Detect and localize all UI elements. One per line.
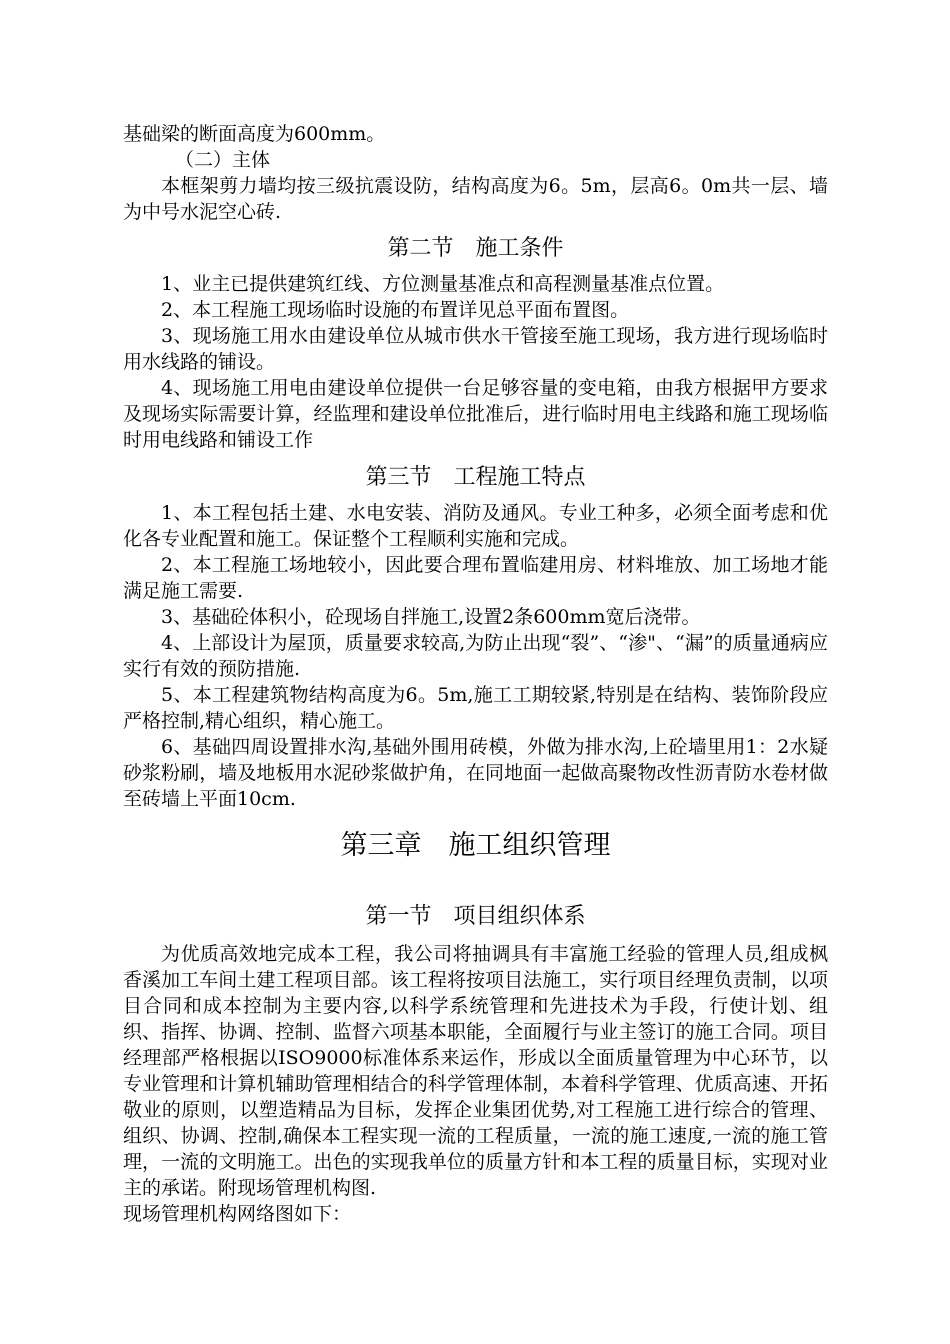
list-item: 3、现场施工用水由建设单位从城市供水干管接至施工现场，我方进行现场临时用水线路的铺设。 [123,325,828,373]
list-item: 6、基础四周设置排水沟,基础外围用砖模，外做为排水沟,上砼墙里用1：2水疑砂浆粉刷，墙及地板用水泥砂浆做护角，在同地面一起做高聚物改性沥青防水卷材做至砖墙上平面10cm. [123,736,828,810]
list-item: 4、现场施工用电由建设单位提供一台足够容量的变电箱，由我方根据甲方要求及现场实际需要计算，经监理和建设单位批准后，进行临时用电主线路和施工现场临时用电线路和铺设工作 [123,377,828,451]
list-item: 2、本工程施工现场临时设施的布置详见总平面布置图。 [161,299,630,321]
chapter-heading: 第三章 施工组织管理 [340,830,611,861]
subheading-main-body: （二）主体 [175,149,271,171]
paragraph-project-organization: 为优质高效地完成本工程，我公司将抽调具有丰富施工经验的管理人员,组成枫香溪加工车间土建工程项目部。该工程将按项目法施工，实行项目经理负责制，以项目合同和成本控制为主要内容,以科学系统管理和先进技术为手段，行使计划、组织、指挥、协调、控制、监督六项基本职能，全面履行与业主签订的施工合同。项目经理部严格根据以ISO9000标准体系来运作，形成以全面质量管理为中心环节，以专业管理和计算机辅助管理相结合的科学管理体制，本着科学管理、优质高速、开拓敬业的原则，以塑造精品为目标，发挥企业集团优势,对工程施工进行综合的管理、组织、协调、控制,确保本工程实现一流的工程质量，一流的施工速度,一流的施工管理，一流的文明施工。出色的实现我单位的质量方针和本工程的质量目标，实现对业主的承诺。附现场管理机构图. [123,943,828,1199]
list-item: 5、本工程建筑物结构高度为6。5m,施工工期较紧,特别是在结构、装饰阶段应严格控制,精心组织，精心施工。 [123,684,828,732]
list-item: 4、上部设计为屋顶，质量要求较高,为防止出现“裂”、“渗"、“漏”的质量通病应实行有效的预防措施. [123,632,828,680]
section-heading-construction-conditions: 第二节 施工条件 [387,236,564,261]
paragraph-org-chart-intro: 现场管理机构网络图如下： [123,1203,352,1225]
list-item: 1、本工程包括土建、水电安装、消防及通风。专业工种多，必须全面考虑和优化各专业配置和施工。保证整个工程顺利实施和完成。 [123,502,828,550]
list-item: 2、本工程施工场地较小，因此要合理布置临建用房、材料堆放、加工场地才能满足施工需要. [123,554,828,602]
list-item: 1、业主已提供建筑红线、方位测量基准点和高程测量基准点位置。 [161,273,725,295]
paragraph-main-body: 本框架剪力墙均按三级抗震设防，结构高度为6。5m，层高6。0m共一层、墙为中号水泥空心砖. [123,175,828,223]
section-heading-project-organization: 第一节 项目组织体系 [365,904,586,929]
document-body [123,0,828,1227]
paragraph-beam-height: 基础梁的断面高度为600mm。 [123,123,386,145]
section-heading-construction-features: 第三节 工程施工特点 [365,465,586,490]
list-item: 3、基础砼体积小，砼现场自拌施工,设置2条600mm宽后浇带。 [161,606,701,628]
